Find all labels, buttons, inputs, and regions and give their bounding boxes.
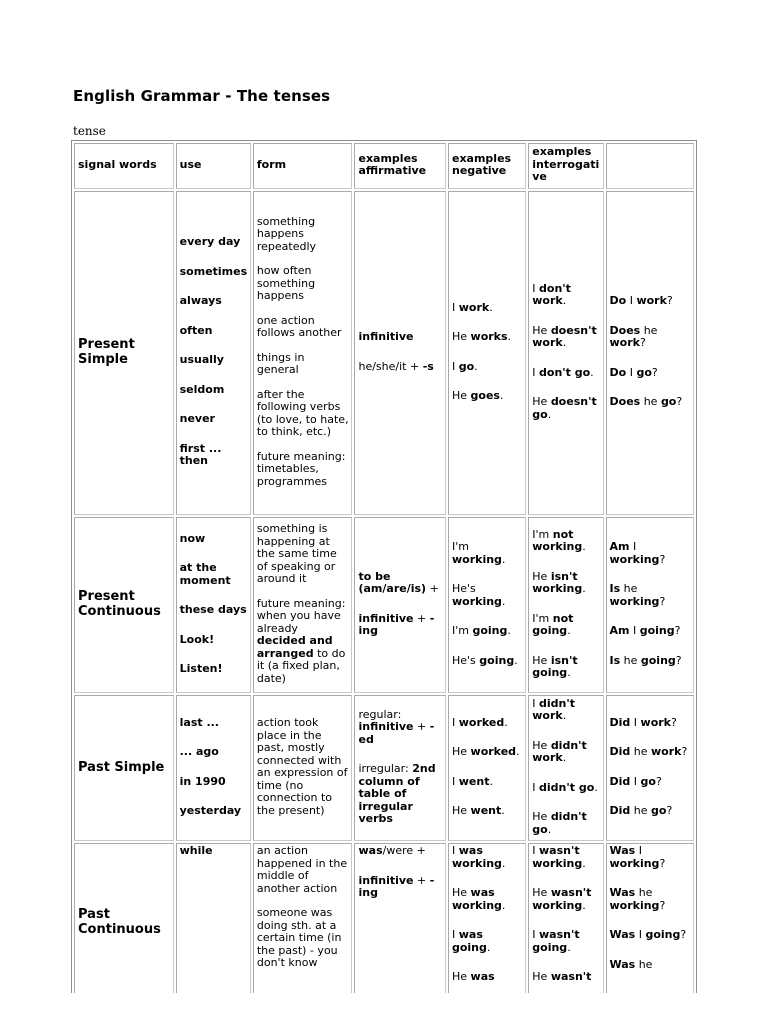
use-item: someone was doing sth. at a certain time (in the past) - you don't know (256, 906, 342, 969)
example: He worked. (451, 745, 520, 758)
tense-name: Past Continuous (74, 843, 174, 993)
signal-words-cell (176, 191, 251, 515)
signal-word: seldom (179, 382, 225, 396)
signal-words-cell (176, 843, 251, 993)
example: I wasn't going. (532, 928, 580, 954)
example: He's going. (451, 653, 518, 667)
example: He wasn't working. (532, 886, 592, 912)
example: He doesn't go. (532, 395, 597, 421)
form-item: irregular: 2nd column of table of irregular verbs (358, 762, 436, 825)
example: I was working. (451, 844, 506, 870)
form-item: to be (am/are/is) + (358, 569, 439, 595)
signal-word: in 1990 (179, 774, 226, 788)
header-empty (606, 143, 695, 189)
form-item: was/were + (358, 844, 426, 857)
use-item: one action follows another (256, 313, 342, 340)
example: He doesn't work. (532, 323, 597, 350)
header-examples-interrogative: examples interrogative (528, 143, 603, 189)
tenses-table-frame (71, 140, 697, 993)
tenses-table (72, 141, 696, 993)
example: I don't go. (532, 365, 594, 379)
example: Is he working? (609, 582, 666, 608)
signal-word: while (179, 844, 213, 857)
example: I work. (451, 300, 493, 314)
header-use: use (176, 143, 251, 189)
use-item: something is happening at the same time of speaking or around it (256, 522, 337, 585)
signal-word: these days (179, 603, 247, 616)
example: Did he go? (609, 804, 673, 817)
table-row (74, 191, 694, 515)
page-title: English Grammar - The tenses (73, 87, 331, 105)
interrogative-cell (606, 695, 695, 841)
example: Was he working? (609, 886, 666, 912)
negative-cell (528, 517, 603, 693)
example: I'm working. (451, 540, 506, 566)
signal-words-cell (176, 517, 251, 693)
example: I'm going. (451, 624, 511, 637)
example: I was going. (451, 928, 491, 954)
example: I wasn't working. (532, 844, 586, 870)
tense-name: Past Simple (74, 695, 174, 841)
example: He wasn't (532, 970, 592, 983)
use-item: after the following verbs (to love, to hate, to think, etc.) (256, 387, 349, 439)
example: Did I go? (609, 774, 662, 788)
use-item: something happens repeatedly (256, 214, 317, 253)
interrogative-cell (606, 843, 695, 993)
signal-word: often (179, 323, 213, 337)
example: Am I going? (609, 624, 681, 637)
table-row (74, 843, 694, 993)
example: Am I working? (609, 540, 666, 566)
tense-name: Present Simple (74, 191, 174, 515)
use-item: future meaning: when you have already decided and arranged to do it (a fixed plan, date) (256, 596, 346, 685)
example: He went. (451, 804, 505, 817)
example: He works. (451, 330, 512, 343)
signal-word: Look! (179, 632, 215, 646)
signal-word: first ... then (179, 441, 222, 468)
signal-word: usually (179, 353, 224, 367)
affirmative-cell (448, 517, 526, 693)
example: Is he going? (609, 653, 682, 667)
signal-word: now (179, 531, 206, 545)
signal-word: always (179, 294, 222, 308)
negative-cell (528, 843, 603, 993)
example: I don't work. (532, 281, 571, 308)
signal-word: yesterday (179, 804, 242, 817)
form-item: regular: infinitive + -ed (358, 707, 435, 746)
form-item: infinitive (358, 330, 414, 343)
example: He's working. (451, 582, 506, 608)
header-row (74, 143, 694, 189)
example: He isn't working. (532, 569, 586, 595)
form-cell (354, 695, 446, 841)
form-cell (354, 191, 446, 515)
signal-word: Listen! (179, 662, 223, 675)
interrogative-cell (606, 517, 695, 693)
form-item: he/she/it + -s (358, 359, 434, 373)
use-item: things in general (256, 350, 305, 377)
use-item: how often something happens (256, 264, 316, 303)
example: I didn't work. (532, 696, 575, 723)
signal-word: at the moment (179, 561, 231, 587)
example: I went. (451, 774, 493, 788)
example: He isn't going. (532, 653, 578, 679)
table-caption: tense (73, 124, 106, 138)
signal-word: every day (179, 235, 241, 249)
example: Did I work? (609, 715, 677, 729)
use-cell (253, 843, 353, 993)
signal-word: never (179, 412, 215, 426)
signal-words-cell (176, 695, 251, 841)
table-row (74, 695, 694, 841)
example: I worked. (451, 715, 508, 729)
header-examples-negative: examples negative (448, 143, 526, 189)
form-item: infinitive + -ing (358, 873, 435, 899)
example: Was he (609, 957, 653, 971)
example: Did he work? (609, 745, 688, 758)
signal-word: last ... (179, 715, 219, 729)
example: He didn't go. (532, 810, 587, 836)
form-cell (354, 843, 446, 993)
use-cell (253, 517, 353, 693)
example: Does he work? (609, 323, 658, 350)
form-item: infinitive + -ing (358, 611, 435, 637)
example: I'm not going. (532, 611, 574, 637)
header-signal-words: signal words (74, 143, 174, 189)
affirmative-cell (448, 843, 526, 993)
use-cell (253, 695, 353, 841)
negative-cell (528, 695, 603, 841)
use-item: future meaning: timetables, programmes (256, 449, 346, 488)
signal-word: sometimes (179, 264, 248, 278)
signal-word: ... ago (179, 745, 219, 758)
form-cell (354, 517, 446, 693)
example: Was I working? (609, 844, 666, 870)
negative-cell (528, 191, 603, 515)
example: I didn't go. (532, 780, 598, 794)
example: He was (451, 970, 495, 983)
example: Does he go? (609, 395, 683, 409)
header-examples-affirmative: examples affirmative (354, 143, 446, 189)
example: Do I work? (609, 294, 673, 308)
table-row (74, 517, 694, 693)
use-item: an action happened in the middle of another action (256, 844, 348, 895)
affirmative-cell (448, 695, 526, 841)
interrogative-cell (606, 191, 695, 515)
use-item: action took place in the past, mostly connected with an expression of time (no connection to the present) (256, 716, 348, 817)
example: Was I going? (609, 928, 687, 941)
example: I'm not working. (532, 527, 586, 553)
use-cell (253, 191, 353, 515)
header-form: form (253, 143, 353, 189)
example: He was working. (451, 886, 506, 912)
example: He didn't work. (532, 738, 587, 765)
example: Do I go? (609, 365, 658, 379)
tense-name: Present Continuous (74, 517, 174, 693)
example: He goes. (451, 389, 504, 402)
affirmative-cell (448, 191, 526, 515)
example: I go. (451, 359, 478, 373)
